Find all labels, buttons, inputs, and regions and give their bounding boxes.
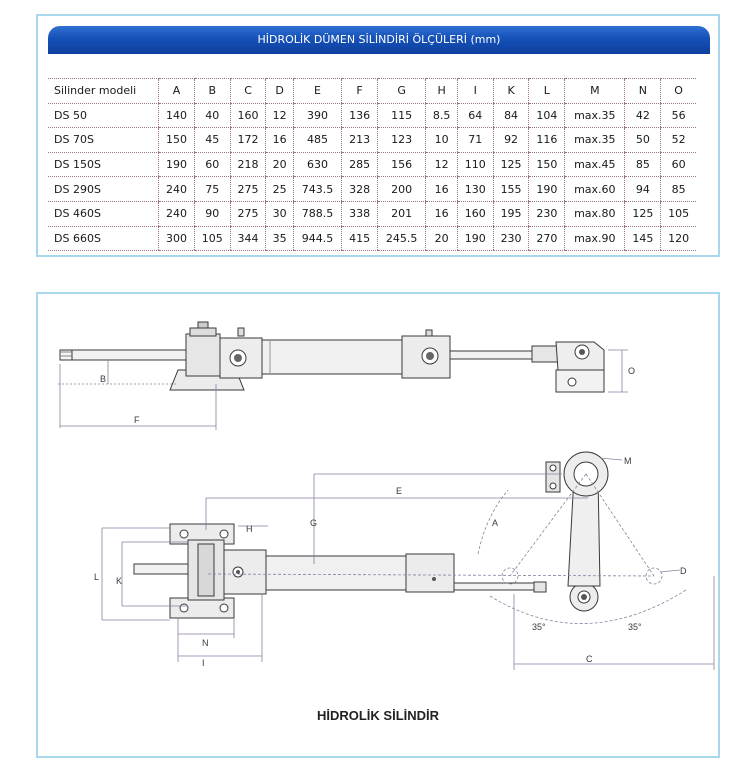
header-cell: Silinder modeli [48, 79, 159, 104]
table-cell: 75 [194, 177, 230, 202]
table-cell: 160 [457, 201, 493, 226]
table-cell: 125 [625, 201, 661, 226]
table-cell: 16 [426, 177, 458, 202]
table-cell: 130 [457, 177, 493, 202]
table-cell: 245.5 [377, 226, 425, 251]
table-cell: 40 [194, 103, 230, 128]
table-cell: 60 [661, 152, 696, 177]
table-row [48, 226, 696, 251]
table-cell: 116 [529, 128, 565, 153]
table-cell: 230 [529, 201, 565, 226]
table-title: HİDROLİK DÜMEN SİLİNDİRİ ÖLÇÜLERİ (mm) [48, 26, 710, 54]
table-header-row [48, 79, 696, 104]
table-row [48, 152, 696, 177]
table-cell: 92 [493, 128, 529, 153]
table-cell: 156 [377, 152, 425, 177]
table-cell: DS 70S [48, 128, 159, 153]
table-cell: 218 [230, 152, 266, 177]
table-cell: DS 150S [48, 152, 159, 177]
plan-view [134, 452, 608, 618]
table-cell: 64 [457, 103, 493, 128]
table-cell: 240 [159, 201, 195, 226]
table-cell: 104 [529, 103, 565, 128]
table-cell: 16 [266, 128, 293, 153]
dim-label-m: M [624, 456, 632, 466]
table-cell: 485 [293, 128, 341, 153]
table-cell: max.90 [565, 226, 625, 251]
cylinder-drawing-panel [36, 292, 720, 758]
header-cell: K [493, 79, 529, 104]
dim-label-b: B [100, 374, 107, 384]
table-cell: 200 [377, 177, 425, 202]
dim-label-o: O [628, 366, 636, 376]
table-cell: 190 [457, 226, 493, 251]
table-row [48, 201, 696, 226]
dimension-table-panel [36, 14, 720, 257]
table-cell: 12 [426, 152, 458, 177]
table-row [48, 177, 696, 202]
table-cell: 94 [625, 177, 661, 202]
table-cell: 123 [377, 128, 425, 153]
table-cell: 201 [377, 201, 425, 226]
drawing-caption: HİDROLİK SİLİNDİR [316, 708, 440, 723]
table-cell: 275 [230, 177, 266, 202]
table-cell: max.60 [565, 177, 625, 202]
table-cell: 155 [493, 177, 529, 202]
table-cell: 52 [661, 128, 696, 153]
table-cell: max.80 [565, 201, 625, 226]
table-cell: 30 [266, 201, 293, 226]
table-cell: 10 [426, 128, 458, 153]
header-cell: H [426, 79, 458, 104]
table-cell: 105 [194, 226, 230, 251]
table-cell: DS 50 [48, 103, 159, 128]
table-cell: 150 [529, 152, 565, 177]
angle-label-left: 35° [532, 622, 546, 632]
table-cell: 338 [342, 201, 378, 226]
table-cell: 145 [625, 226, 661, 251]
table-cell: 85 [625, 152, 661, 177]
table-cell: 270 [529, 226, 565, 251]
side-view [60, 322, 604, 392]
table-cell: 743.5 [293, 177, 341, 202]
dim-label-l: L [94, 572, 100, 582]
table-cell: 172 [230, 128, 266, 153]
table-cell: 344 [230, 226, 266, 251]
table-cell: max.35 [565, 128, 625, 153]
header-cell: F [342, 79, 378, 104]
table-cell: 788.5 [293, 201, 341, 226]
table-cell: 8.5 [426, 103, 458, 128]
dim-label-e: E [396, 486, 403, 496]
table-cell: 84 [493, 103, 529, 128]
header-cell: A [159, 79, 195, 104]
table-cell: 71 [457, 128, 493, 153]
table-cell: 150 [159, 128, 195, 153]
table-cell: 213 [342, 128, 378, 153]
table-cell: 105 [661, 201, 696, 226]
table-cell: DS 290S [48, 177, 159, 202]
header-cell: O [661, 79, 696, 104]
table-cell: 42 [625, 103, 661, 128]
table-cell: 110 [457, 152, 493, 177]
header-cell: L [529, 79, 565, 104]
table-row [48, 128, 696, 153]
table-cell: 160 [230, 103, 266, 128]
table-cell: 45 [194, 128, 230, 153]
table-cell: 390 [293, 103, 341, 128]
table-cell: max.45 [565, 152, 625, 177]
table-cell: 12 [266, 103, 293, 128]
header-cell: C [230, 79, 266, 104]
swing-geometry [208, 474, 686, 624]
table-cell: 140 [159, 103, 195, 128]
table-cell: 230 [493, 226, 529, 251]
table-cell: 300 [159, 226, 195, 251]
cylinder-drawing [38, 294, 718, 756]
dim-label-d: D [680, 566, 687, 576]
dim-label-i: I [202, 658, 205, 668]
header-cell: N [625, 79, 661, 104]
table-cell: 20 [426, 226, 458, 251]
table-cell: 115 [377, 103, 425, 128]
table-cell: 240 [159, 177, 195, 202]
header-cell: G [377, 79, 425, 104]
header-cell: B [194, 79, 230, 104]
dim-label-k: K [116, 576, 123, 586]
table-cell: 285 [342, 152, 378, 177]
table-row [48, 103, 696, 128]
table-cell: 275 [230, 201, 266, 226]
table-cell: DS 460S [48, 201, 159, 226]
table-cell: 944.5 [293, 226, 341, 251]
dim-label-n: N [202, 638, 209, 648]
header-cell: D [266, 79, 293, 104]
table-cell: 190 [159, 152, 195, 177]
table-cell: 56 [661, 103, 696, 128]
table-cell: 136 [342, 103, 378, 128]
table-cell: 190 [529, 177, 565, 202]
dim-label-h: H [246, 524, 253, 534]
table-cell: 125 [493, 152, 529, 177]
dim-label-g: G [310, 518, 318, 528]
table-cell: max.35 [565, 103, 625, 128]
header-cell: I [457, 79, 493, 104]
table-cell: 415 [342, 226, 378, 251]
table-cell: 60 [194, 152, 230, 177]
header-cell: E [293, 79, 341, 104]
table-cell: 120 [661, 226, 696, 251]
dimension-table [48, 78, 696, 251]
table-cell: 85 [661, 177, 696, 202]
dim-label-a: A [492, 518, 499, 528]
table-cell: 630 [293, 152, 341, 177]
table-cell: 16 [426, 201, 458, 226]
angle-label-right: 35° [628, 622, 642, 632]
table-cell: 20 [266, 152, 293, 177]
table-cell: DS 660S [48, 226, 159, 251]
table-cell: 35 [266, 226, 293, 251]
table-cell: 25 [266, 177, 293, 202]
table-cell: 50 [625, 128, 661, 153]
dim-label-f: F [134, 415, 140, 425]
dim-label-c: C [586, 654, 593, 664]
header-cell: M [565, 79, 625, 104]
table-cell: 195 [493, 201, 529, 226]
table-cell: 328 [342, 177, 378, 202]
table-cell: 90 [194, 201, 230, 226]
